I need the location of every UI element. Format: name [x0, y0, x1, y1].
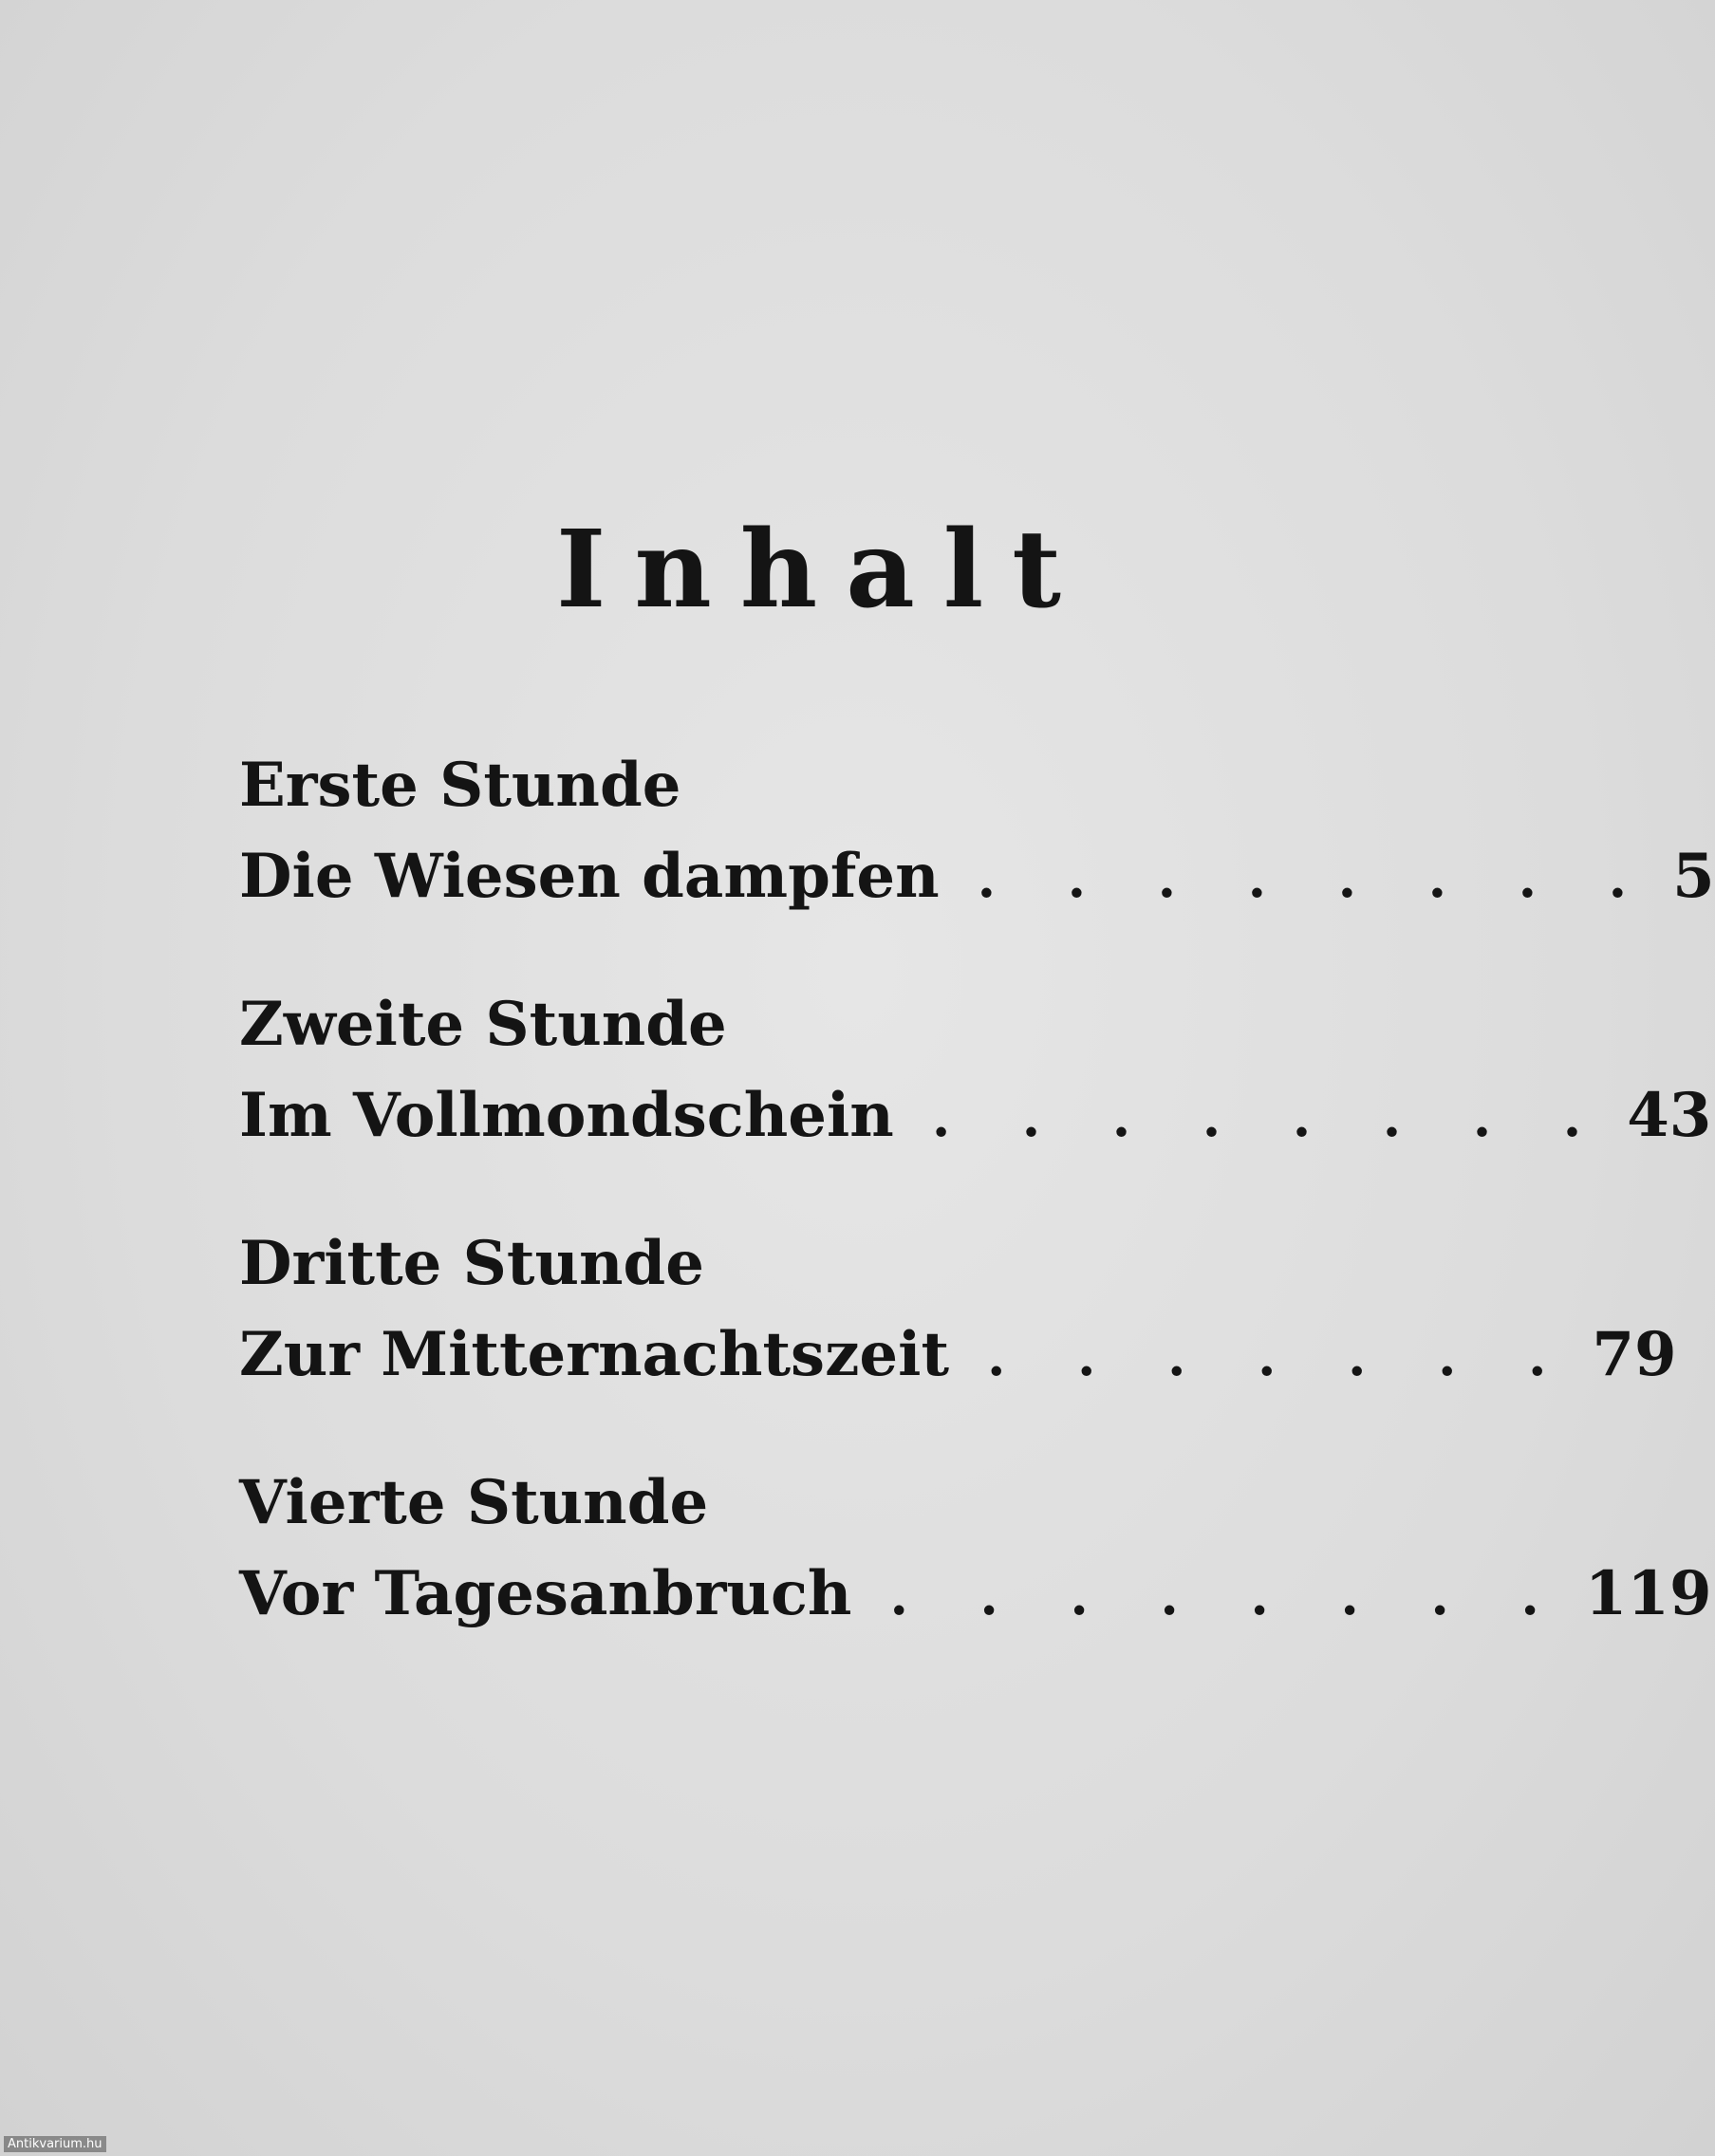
- toc-line[interactable]: [239, 1070, 1712, 1162]
- toc-section-title: Zur Mitternachtszeit: [239, 1319, 949, 1390]
- table-of-contents: [239, 740, 1715, 1697]
- page-number: 119: [1584, 1558, 1712, 1629]
- dot-leader: . . . . . . . .: [889, 1565, 1566, 1627]
- page-number: 79: [1592, 1319, 1677, 1390]
- toc-line[interactable]: [239, 1310, 1677, 1401]
- toc-entry: [239, 1218, 1677, 1401]
- toc-section-title: Vor Tagesanbruch: [239, 1558, 852, 1629]
- toc-entry: [239, 740, 1715, 922]
- toc-line[interactable]: [239, 1549, 1712, 1640]
- toc-entry: [239, 979, 1712, 1162]
- toc-chapter-heading: Vierte Stunde: [239, 1467, 709, 1538]
- watermark: Antikvarium.hu: [4, 2136, 106, 2152]
- toc-chapter-heading: Erste Stunde: [239, 750, 681, 821]
- toc-entry: [239, 1458, 1712, 1640]
- show-through-text: [0, 38, 1617, 304]
- dot-leader: . . . . . . .: [987, 1326, 1574, 1388]
- toc-section-title: Die Wiesen dampfen: [239, 841, 940, 912]
- toc-chapter-heading: Zweite Stunde: [239, 989, 727, 1060]
- page-title: Inhalt: [555, 508, 1091, 632]
- page-number: 5: [1672, 841, 1715, 912]
- toc-section-title: Im Vollmondschein: [239, 1080, 894, 1151]
- dot-leader: . . . . . . . .: [931, 1087, 1609, 1149]
- dot-leader: . . . . . . . .: [977, 847, 1654, 910]
- toc-chapter-heading: Dritte Stunde: [239, 1228, 704, 1299]
- page-number: 43: [1627, 1080, 1712, 1151]
- toc-line[interactable]: [239, 831, 1715, 922]
